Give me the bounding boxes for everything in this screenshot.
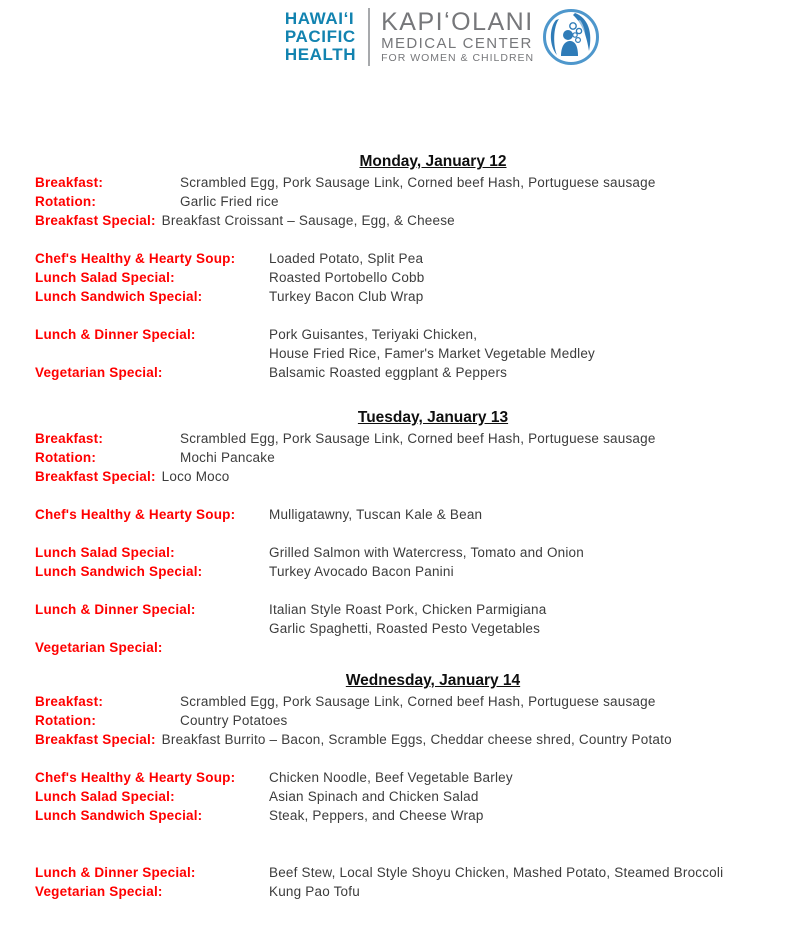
menu-row xyxy=(35,692,781,711)
menu-row xyxy=(35,287,781,306)
row-label: Breakfast: xyxy=(35,694,104,709)
menu-row xyxy=(35,730,781,749)
row-label: Breakfast: xyxy=(35,175,104,190)
row-value: Roasted Portobello Cobb xyxy=(269,270,425,285)
row-value: Garlic Fried rice xyxy=(180,194,279,209)
day-heading-monday: Monday, January 12 xyxy=(359,153,507,170)
day-heading-wednesday: Wednesday, January 14 xyxy=(345,672,521,689)
hospital-logo xyxy=(285,8,600,66)
row-label: Breakfast Special: xyxy=(35,469,156,484)
kapiolani-tagline: FOR WOMEN & CHILDREN xyxy=(381,52,535,64)
menu-row xyxy=(35,467,781,486)
menu-row xyxy=(35,448,781,467)
row-value: Breakfast Burrito – Bacon, Scramble Eggs, Cheddar cheese shred, Country Potato xyxy=(161,732,672,747)
menu-row-continuation xyxy=(35,344,781,363)
menu-row xyxy=(35,249,781,268)
menu-document xyxy=(0,66,811,901)
row-label: Lunch Salad Special: xyxy=(35,789,175,804)
row-label: Lunch & Dinner Special: xyxy=(35,327,196,342)
menu-row xyxy=(35,882,781,901)
row-label: Chef's Healthy & Hearty Soup: xyxy=(35,251,236,266)
row-label xyxy=(35,344,269,363)
row-label: Breakfast Special: xyxy=(35,732,156,747)
row-label: Vegetarian Special: xyxy=(35,365,163,380)
mother-and-child-emblem-icon xyxy=(542,8,600,66)
row-label: Rotation: xyxy=(35,713,97,728)
row-value: Grilled Salmon with Watercress, Tomato and Onion xyxy=(269,545,584,560)
row-value: Loaded Potato, Split Pea xyxy=(269,251,424,266)
row-value: Beef Stew, Local Style Shoyu Chicken, Mashed Potato, Steamed Broccoli xyxy=(269,865,724,880)
menu-row xyxy=(35,268,781,287)
row-value: Scrambled Egg, Pork Sausage Link, Corned beef Hash, Portuguese sausage xyxy=(180,431,656,446)
row-value: Balsamic Roasted eggplant & Peppers xyxy=(269,365,508,380)
row-value: Chicken Noodle, Beef Vegetable Barley xyxy=(269,770,513,785)
menu-row xyxy=(35,211,781,230)
row-label: Lunch & Dinner Special: xyxy=(35,865,196,880)
menu-row xyxy=(35,562,781,581)
row-label: Chef's Healthy & Hearty Soup: xyxy=(35,507,236,522)
row-label: Breakfast: xyxy=(35,431,104,446)
menu-row xyxy=(35,600,781,619)
row-label: Chef's Healthy & Hearty Soup: xyxy=(35,770,236,785)
row-value: Kung Pao Tofu xyxy=(269,884,360,899)
row-value: Country Potatoes xyxy=(180,713,288,728)
menu-row xyxy=(35,363,781,382)
menu-row xyxy=(35,768,781,787)
row-value: Asian Spinach and Chicken Salad xyxy=(269,789,479,804)
page-header xyxy=(37,0,811,66)
kapiolani-title: KAPIʻOLANI xyxy=(381,8,534,36)
row-label: Lunch Salad Special: xyxy=(35,270,175,285)
menu-row xyxy=(35,787,781,806)
row-value: Mochi Pancake xyxy=(180,450,275,465)
row-value: Turkey Avocado Bacon Panini xyxy=(269,564,454,579)
row-label: Lunch & Dinner Special: xyxy=(35,602,196,617)
logo-divider xyxy=(368,8,370,66)
menu-row xyxy=(35,806,781,825)
kapiolani-wordmark xyxy=(381,9,534,65)
row-label: Breakfast Special: xyxy=(35,213,156,228)
row-label: Lunch Sandwich Special: xyxy=(35,289,203,304)
row-label: Lunch Sandwich Special: xyxy=(35,808,203,823)
menu-row xyxy=(35,543,781,562)
row-label: Vegetarian Special: xyxy=(35,640,163,655)
row-label: Rotation: xyxy=(35,194,97,209)
row-label: Rotation: xyxy=(35,450,97,465)
row-value: House Fried Rice, Famer's Market Vegetable Medley xyxy=(269,346,596,361)
hawaii-pacific-health-wordmark xyxy=(285,10,356,64)
menu-row xyxy=(35,863,781,882)
row-value: Loco Moco xyxy=(161,469,230,484)
row-value: Scrambled Egg, Pork Sausage Link, Corned beef Hash, Portuguese sausage xyxy=(180,694,656,709)
row-label: Lunch Salad Special: xyxy=(35,545,175,560)
hph-line-1: HAWAIʻI xyxy=(284,9,355,28)
menu-row xyxy=(35,325,781,344)
hph-line-2: PACIFIC xyxy=(284,27,356,46)
row-label: Vegetarian Special: xyxy=(35,884,163,899)
kapiolani-subtitle: MEDICAL CENTER xyxy=(381,35,533,52)
menu-row xyxy=(35,429,781,448)
row-label: Lunch Sandwich Special: xyxy=(35,564,203,579)
menu-row-continuation xyxy=(35,619,781,638)
row-value: Mulligatawny, Tuscan Kale & Bean xyxy=(269,507,483,522)
row-label xyxy=(35,619,269,638)
menu-row xyxy=(35,505,781,524)
row-value: Garlic Spaghetti, Roasted Pesto Vegetables xyxy=(269,621,541,636)
day-heading-tuesday: Tuesday, January 13 xyxy=(357,409,509,426)
row-value: Pork Guisantes, Teriyaki Chicken, xyxy=(269,327,478,342)
hph-line-3: HEALTH xyxy=(284,45,357,64)
menu-row xyxy=(35,638,781,657)
row-value: Steak, Peppers, and Cheese Wrap xyxy=(269,808,484,823)
menu-row xyxy=(35,192,781,211)
row-value: Breakfast Croissant – Sausage, Egg, & Cheese xyxy=(161,213,455,228)
menu-row xyxy=(35,711,781,730)
row-value: Italian Style Roast Pork, Chicken Parmigiana xyxy=(269,602,547,617)
row-value: Turkey Bacon Club Wrap xyxy=(269,289,424,304)
menu-row xyxy=(35,173,781,192)
row-value: Scrambled Egg, Pork Sausage Link, Corned beef Hash, Portuguese sausage xyxy=(180,175,656,190)
